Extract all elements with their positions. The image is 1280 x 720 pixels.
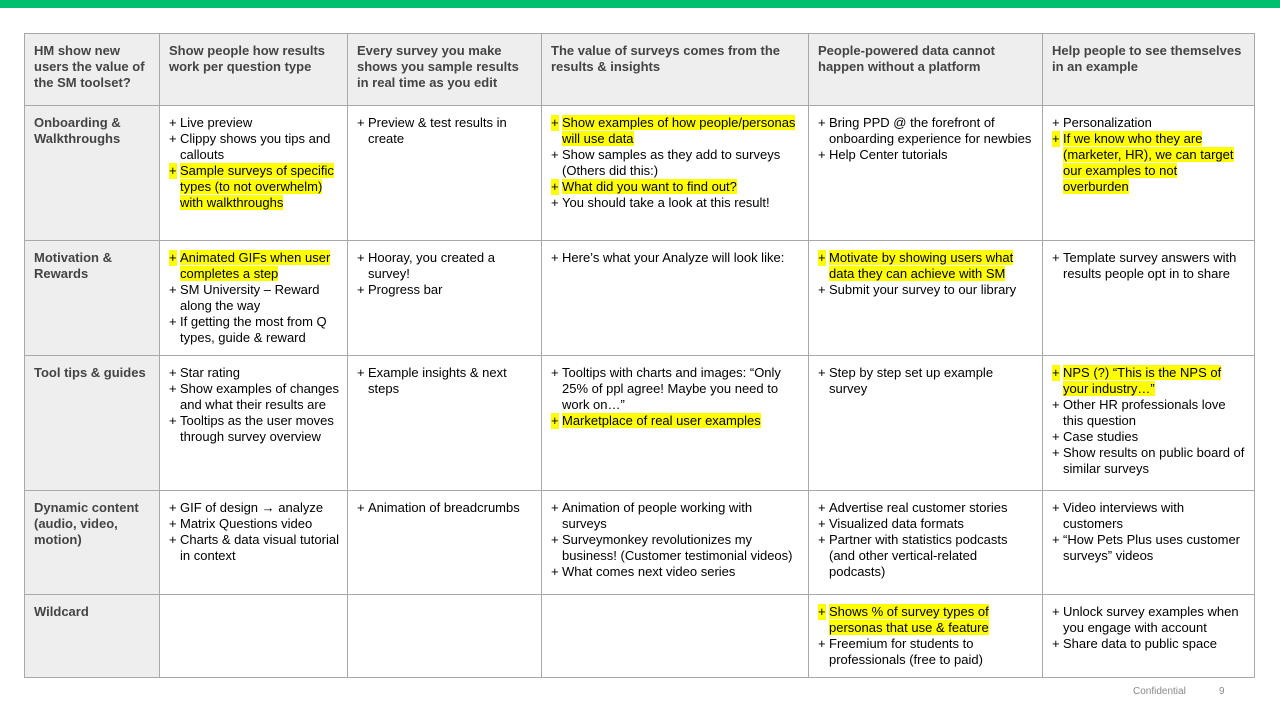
column-header: The value of surveys comes from the results & insights: [542, 34, 809, 106]
bullet-plus: +: [818, 250, 826, 265]
bullet-plus: +: [169, 250, 177, 265]
bullet-plus: +: [1052, 636, 1060, 651]
highlighted-idea-text: Marketplace of real user examples: [562, 413, 761, 428]
idea-text: Live preview: [180, 115, 253, 130]
matrix-row: [25, 595, 1255, 678]
idea-text: Animation of people working with surveys: [562, 500, 753, 531]
idea-text: You should take a look at this result!: [562, 195, 770, 210]
idea-text: What comes next video series: [562, 564, 736, 579]
idea-item: [551, 147, 800, 179]
idea-item: [169, 413, 339, 445]
idea-item: [1052, 445, 1246, 477]
row-header: Wildcard: [25, 595, 160, 678]
idea-text: Bring PPD @ the forefront of onboarding experience for newbies: [829, 115, 1032, 146]
column-header: Help people to see themselves in an example: [1043, 34, 1255, 106]
idea-item: [551, 564, 800, 580]
idea-text: Preview & test results in create: [368, 115, 507, 146]
bullet-plus: +: [169, 532, 177, 547]
highlighted-idea-text: Shows % of survey types of personas that use & feature: [829, 604, 989, 635]
matrix-cell: [1043, 241, 1255, 356]
bullet-plus: +: [357, 115, 365, 130]
bullet-plus: +: [169, 500, 177, 515]
bullet-plus: +: [1052, 131, 1060, 146]
page-number: 9: [1219, 686, 1225, 697]
matrix-cell: [348, 241, 542, 356]
idea-item: [169, 516, 339, 532]
bullet-plus: +: [818, 604, 826, 619]
idea-item: [357, 250, 533, 282]
idea-text: Star rating: [180, 365, 240, 380]
idea-text: Show results on public board of similar surveys: [1063, 445, 1245, 476]
bullet-plus: +: [1052, 604, 1060, 619]
matrix-cell: [160, 241, 348, 356]
idea-text: Unlock survey examples when you engage with account: [1063, 604, 1239, 635]
idea-item: [169, 163, 339, 211]
matrix-row: [25, 106, 1255, 241]
idea-item: [169, 532, 339, 564]
bullet-plus: +: [1052, 532, 1060, 547]
idea-item: [551, 500, 800, 532]
idea-text: Help Center tutorials: [829, 147, 948, 162]
idea-text: Surveymonkey revolutionizes my business! (Customer testimonial videos): [562, 532, 793, 563]
idea-text: Hooray, you created a survey!: [368, 250, 495, 281]
brand-top-bar: [0, 0, 1280, 8]
bullet-plus: +: [169, 131, 177, 146]
bullet-plus: +: [551, 500, 559, 515]
row-header: Onboarding & Walkthroughs: [25, 106, 160, 241]
header-corner-cell: HM show new users the value of the SM toolset?: [25, 34, 160, 106]
column-header: People-powered data cannot happen without a platform: [809, 34, 1043, 106]
idea-item: [818, 250, 1034, 282]
bullet-plus: +: [169, 163, 177, 178]
idea-item: [169, 314, 339, 346]
highlighted-idea-text: Animated GIFs when user completes a step: [180, 250, 331, 281]
idea-item: [1052, 500, 1246, 532]
bullet-plus: +: [818, 500, 826, 515]
idea-text: Template survey answers with results people opt in to share: [1063, 250, 1237, 281]
matrix-cell: [348, 491, 542, 595]
bullet-plus: +: [1052, 500, 1060, 515]
idea-item: [357, 500, 533, 516]
idea-text: Visualized data formats: [829, 516, 964, 531]
bullet-plus: +: [357, 282, 365, 297]
idea-text: Clippy shows you tips and callouts: [180, 131, 331, 162]
idea-text: Animation of breadcrumbs: [368, 500, 520, 515]
matrix-cell: [809, 595, 1043, 678]
matrix-cell: [160, 595, 348, 678]
idea-text: Personalization: [1063, 115, 1152, 130]
bullet-plus: +: [169, 365, 177, 380]
idea-text: SM University – Reward along the way: [180, 282, 320, 313]
row-header: Dynamic content (audio, video, motion): [25, 491, 160, 595]
matrix-cell: [160, 356, 348, 491]
bullet-plus: +: [551, 147, 559, 162]
highlighted-idea-text: Show examples of how people/personas will use data: [562, 115, 796, 146]
idea-text: Charts & data visual tutorial in context: [180, 532, 339, 563]
idea-item: [551, 250, 800, 266]
idea-text: Progress bar: [368, 282, 443, 297]
idea-text: If getting the most from Q types, guide & reward: [180, 314, 327, 345]
idea-text: Freemium for students to professionals (free to paid): [829, 636, 983, 667]
bullet-plus: +: [357, 365, 365, 380]
idea-item: [169, 365, 339, 381]
bullet-plus: +: [1052, 445, 1060, 460]
idea-text: Other HR professionals love this question: [1063, 397, 1226, 428]
idea-item: [818, 282, 1034, 298]
highlighted-idea-text: What did you want to find out?: [562, 179, 737, 194]
idea-item: [1052, 131, 1246, 195]
idea-text: GIF of design → analyze: [180, 500, 324, 515]
idea-text: Matrix Questions video: [180, 516, 313, 531]
bullet-plus: +: [1052, 429, 1060, 444]
bullet-plus: +: [357, 250, 365, 265]
row-header: Motivation & Rewards: [25, 241, 160, 356]
matrix-cell: [1043, 491, 1255, 595]
bullet-plus: +: [1052, 365, 1060, 380]
matrix-cell: [1043, 106, 1255, 241]
highlighted-idea-text: If we know who they are (marketer, HR), we can target our examples to not overburden: [1063, 131, 1234, 194]
bullet-plus: +: [818, 115, 826, 130]
idea-text: Submit your survey to our library: [829, 282, 1017, 297]
idea-item: [357, 115, 533, 147]
bullet-plus: +: [551, 115, 559, 130]
highlighted-idea-text: NPS (?) “This is the NPS of your industry…”: [1063, 365, 1222, 396]
idea-item: [169, 131, 339, 163]
idea-item: [551, 365, 800, 413]
bullet-plus: +: [551, 564, 559, 579]
idea-item: [818, 532, 1034, 580]
column-header: Show people how results work per question type: [160, 34, 348, 106]
idea-item: [551, 413, 800, 429]
idea-text: Partner with statistics podcasts (and other vertical-related podcasts): [829, 532, 1008, 579]
bullet-plus: +: [169, 115, 177, 130]
idea-text: Video interviews with customers: [1063, 500, 1185, 531]
matrix-row: [25, 491, 1255, 595]
bullet-plus: +: [551, 532, 559, 547]
idea-item: [1052, 532, 1246, 564]
idea-item: [551, 532, 800, 564]
matrix-cell: [809, 241, 1043, 356]
bullet-plus: +: [169, 314, 177, 329]
bullet-plus: +: [818, 365, 826, 380]
highlighted-idea-text: Motivate by showing users what data they can achieve with SM: [829, 250, 1014, 281]
bullet-plus: +: [551, 179, 559, 194]
idea-item: [818, 604, 1034, 636]
idea-text: Tooltips as the user moves through survey overview: [180, 413, 334, 444]
column-header: Every survey you make shows you sample results in real time as you edit: [348, 34, 542, 106]
row-header: Tool tips & guides: [25, 356, 160, 491]
idea-item: [551, 115, 800, 147]
bullet-plus: +: [169, 381, 177, 396]
matrix-cell: [348, 595, 542, 678]
idea-item: [1052, 397, 1246, 429]
idea-text: Here’s what your Analyze will look like:: [562, 250, 785, 265]
bullet-plus: +: [818, 516, 826, 531]
idea-item: [1052, 115, 1246, 131]
bullet-plus: +: [357, 500, 365, 515]
idea-item: [357, 282, 533, 298]
matrix-cell: [542, 491, 809, 595]
idea-item: [818, 636, 1034, 668]
idea-item: [1052, 604, 1246, 636]
idea-item: [1052, 250, 1246, 282]
matrix-cell: [1043, 595, 1255, 678]
matrix-row: [25, 241, 1255, 356]
matrix-cell: [160, 491, 348, 595]
idea-item: [169, 500, 339, 516]
idea-item: [818, 516, 1034, 532]
idea-item: [818, 500, 1034, 516]
idea-item: [1052, 429, 1246, 445]
header-row: [25, 34, 1255, 106]
matrix-cell: [809, 356, 1043, 491]
highlighted-idea-text: Sample surveys of specific types (to not overwhelm) with walkthroughs: [180, 163, 334, 210]
matrix-cell: [348, 106, 542, 241]
matrix-cell: [542, 241, 809, 356]
idea-item: [818, 115, 1034, 147]
matrix-cell: [348, 356, 542, 491]
idea-item: [818, 147, 1034, 163]
bullet-plus: +: [1052, 397, 1060, 412]
idea-text: Show examples of changes and what their results are: [180, 381, 339, 412]
bullet-plus: +: [1052, 115, 1060, 130]
bullet-plus: +: [818, 282, 826, 297]
matrix-body: [25, 106, 1255, 678]
idea-item: [169, 115, 339, 131]
idea-item: [169, 282, 339, 314]
bullet-plus: +: [551, 195, 559, 210]
bullet-plus: +: [551, 365, 559, 380]
bullet-plus: +: [818, 636, 826, 651]
bullet-plus: +: [1052, 250, 1060, 265]
idea-text: Share data to public space: [1063, 636, 1217, 651]
idea-text: Show samples as they add to surveys (Others did this:): [562, 147, 781, 178]
matrix-cell: [1043, 356, 1255, 491]
idea-item: [818, 365, 1034, 397]
bullet-plus: +: [818, 532, 826, 547]
matrix-cell: [809, 491, 1043, 595]
bullet-plus: +: [169, 413, 177, 428]
idea-text: Case studies: [1063, 429, 1139, 444]
idea-text: Tooltips with charts and images: “Only 25% of ppl agree! Maybe you need to work on…”: [562, 365, 781, 412]
matrix-cell: [542, 356, 809, 491]
matrix-cell: [542, 595, 809, 678]
matrix-cell: [160, 106, 348, 241]
idea-item: [169, 250, 339, 282]
confidential-label: Confidential: [1133, 686, 1186, 697]
idea-text: “How Pets Plus uses customer surveys” videos: [1063, 532, 1241, 563]
matrix-row: [25, 356, 1255, 491]
idea-item: [169, 381, 339, 413]
idea-text: Step by step set up example survey: [829, 365, 994, 396]
bullet-plus: +: [818, 147, 826, 162]
bullet-plus: +: [169, 516, 177, 531]
idea-text: Example insights & next steps: [368, 365, 507, 396]
bullet-plus: +: [551, 413, 559, 428]
bullet-plus: +: [169, 282, 177, 297]
ideas-matrix-table: [24, 33, 1255, 678]
idea-item: [1052, 636, 1246, 652]
matrix-cell: [809, 106, 1043, 241]
matrix-cell: [542, 106, 809, 241]
idea-item: [357, 365, 533, 397]
bullet-plus: +: [551, 250, 559, 265]
idea-item: [551, 195, 800, 211]
idea-item: [1052, 365, 1246, 397]
idea-item: [551, 179, 800, 195]
idea-text: Advertise real customer stories: [829, 500, 1008, 515]
